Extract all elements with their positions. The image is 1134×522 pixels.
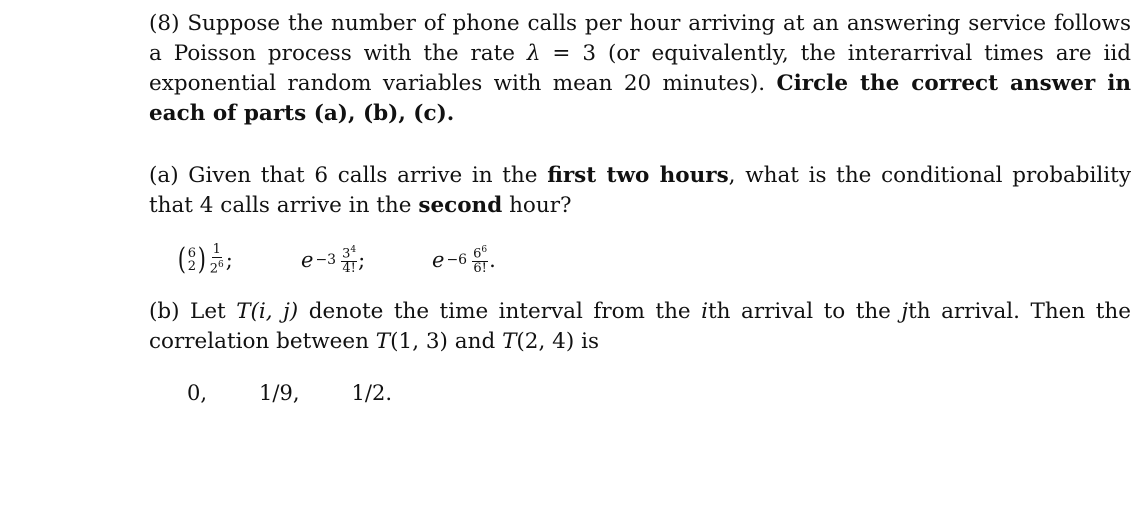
part-b-choices <box>187 378 392 408</box>
instruction: Circle the correct answer in each of parts (a), (b), (c). <box>149 71 1132 126</box>
fraction-numerator <box>472 243 488 262</box>
lambda-value: = 3 <box>540 41 597 66</box>
separator: ; <box>225 247 233 272</box>
lambda-symbol: λ <box>526 41 541 66</box>
fraction-denominator: 4! <box>342 261 356 277</box>
part-a-text-1: Given that 6 calls arrive in the <box>188 163 538 188</box>
part-b-text-6: is <box>581 329 599 354</box>
T-args-24: (2, 4) <box>516 329 575 354</box>
part-a-text-3: hour? <box>509 193 572 218</box>
e-base: e <box>432 247 445 272</box>
num-exp: 6 <box>481 245 488 255</box>
part-a-choice-2[interactable] <box>301 243 365 276</box>
intro-text-1: Suppose the number of phone calls per hour arriving at an answering service follows a Poisson process with the rate <box>149 11 1131 66</box>
part-a-text-2: , what is the conditional probability that 4 calls arrive in the <box>149 163 1131 218</box>
num-base: 6 <box>473 246 482 262</box>
T-symbol-24: T <box>502 329 517 354</box>
part-a-choice-3[interactable] <box>432 243 496 276</box>
j-symbol: j <box>901 299 909 324</box>
part-b-question <box>149 297 1131 357</box>
part-b-text-5: and <box>454 329 496 354</box>
separator: . <box>489 247 496 272</box>
part-a-bold-1: first two hours <box>547 163 729 188</box>
e-exponent: −6 <box>446 251 468 268</box>
part-b-choice-2[interactable]: 1/9, <box>259 381 300 405</box>
part-a-bold-2: second <box>418 193 503 218</box>
part-b-label: (b) <box>149 299 180 324</box>
T-symbol: T <box>236 299 251 324</box>
binom-bottom: 2 <box>187 258 196 274</box>
intro-text-2: (or equivalently, the interarrival times are iid exponential random variables with mean 20 minutes). <box>149 41 1131 96</box>
fraction-numerator: 1 <box>212 242 221 257</box>
problem-number: (8) <box>149 11 180 36</box>
fraction <box>472 243 488 276</box>
e-exponent: −3 <box>315 251 337 268</box>
part-b-choice-1[interactable]: 0, <box>187 381 208 405</box>
separator: ; <box>358 247 366 272</box>
fraction-denominator: 6! <box>473 261 487 277</box>
part-b-choice-3[interactable]: 1/2. <box>351 381 393 405</box>
part-a-label: (a) <box>149 163 179 188</box>
i-symbol: i <box>701 299 709 324</box>
num-exp: 4 <box>350 245 357 255</box>
fraction-numerator <box>341 243 357 262</box>
e-base: e <box>301 247 314 272</box>
fraction <box>341 243 357 276</box>
den-exp: 6 <box>218 260 224 270</box>
part-b-text-2: denote the time interval from the <box>308 299 691 324</box>
fraction <box>209 243 225 276</box>
part-b-text-4: th arrival. Then the correlation between <box>149 299 1131 354</box>
binomial-coefficient: ( 6 2 ) <box>177 241 206 277</box>
T-args-ij: (i, j) <box>250 299 299 324</box>
part-a-question <box>149 161 1131 221</box>
fraction-denominator <box>209 258 225 276</box>
num-base: 3 <box>342 246 351 262</box>
part-a-choice-1[interactable] <box>176 243 233 276</box>
part-b-text-1: Let <box>190 299 226 324</box>
T-args-13: (1, 3) <box>390 329 448 354</box>
problem-statement <box>149 9 1131 129</box>
part-b-text-3: th arrival to the <box>708 299 891 324</box>
T-symbol-13: T <box>375 329 391 354</box>
binom-top: 6 <box>187 245 196 261</box>
den-base: 2 <box>209 261 218 277</box>
